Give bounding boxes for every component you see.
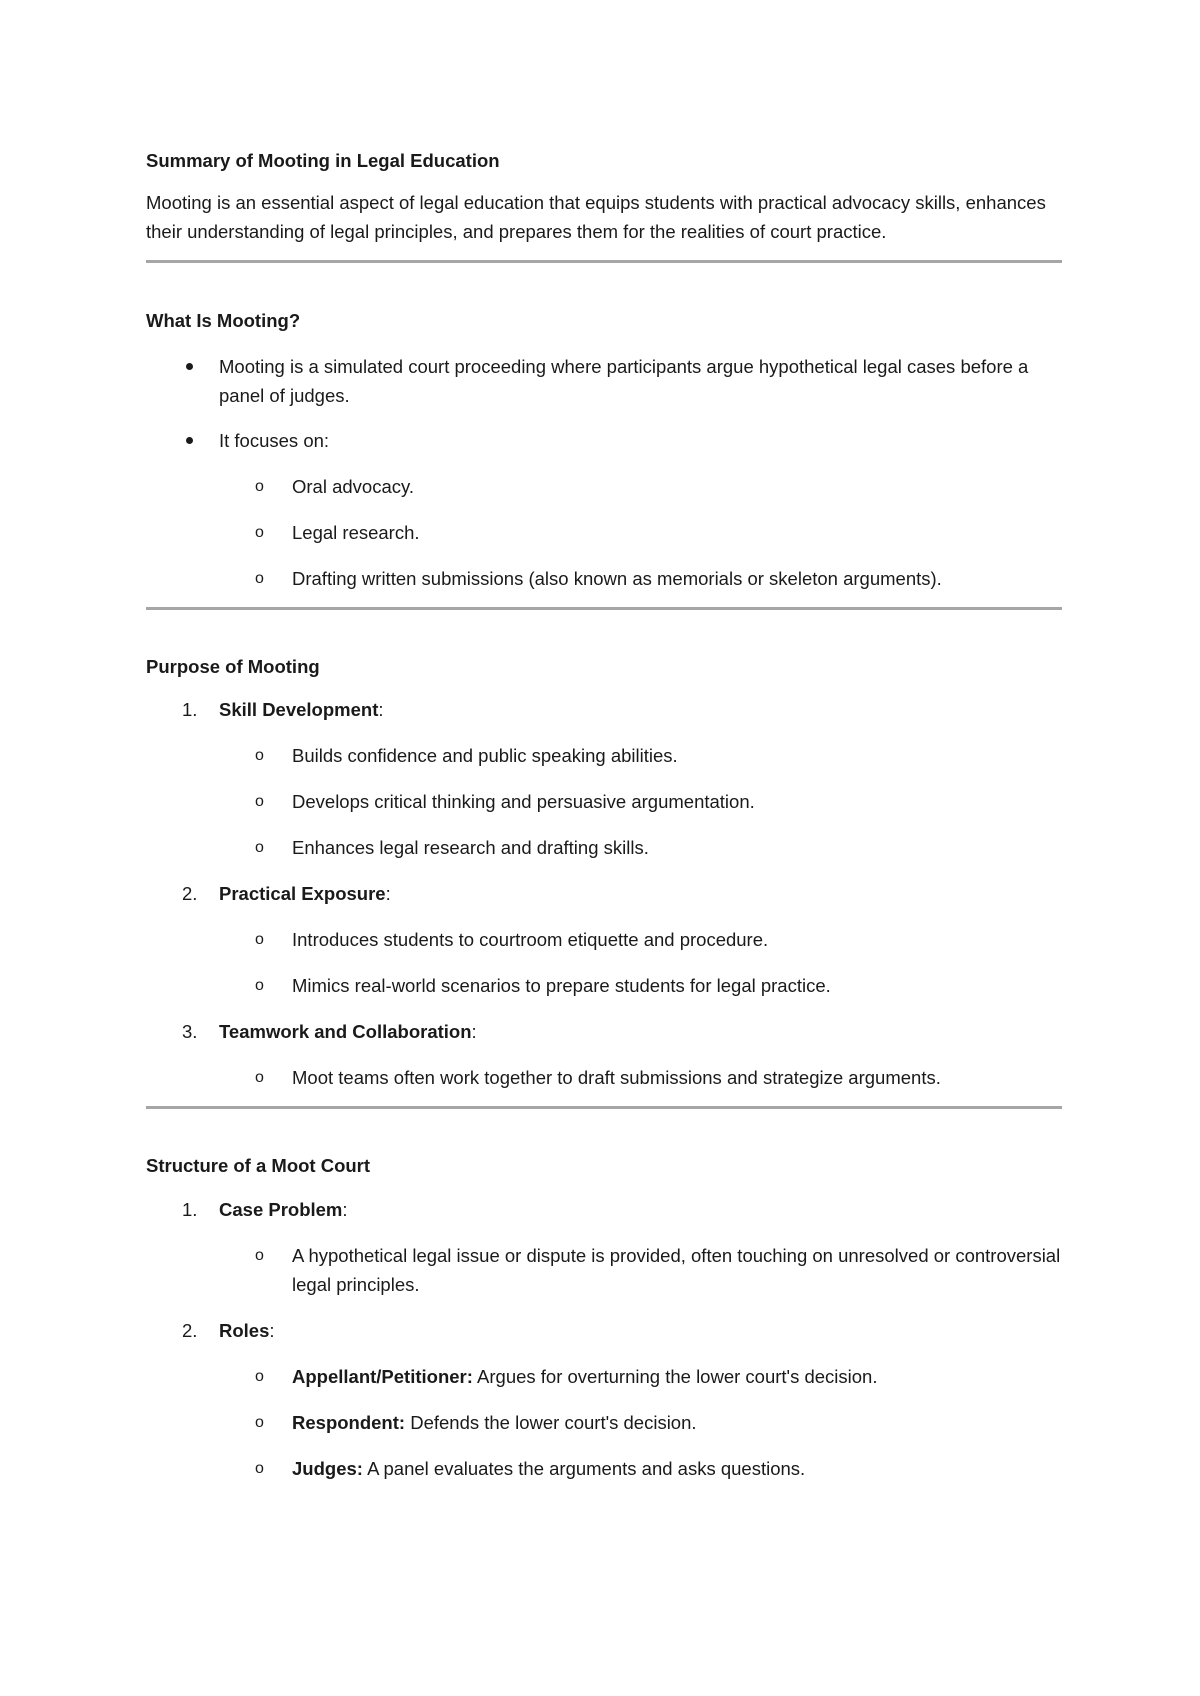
circle-bullet-icon: o bbox=[255, 793, 264, 810]
colon: : bbox=[378, 699, 384, 720]
sub-list-item bbox=[146, 472, 1062, 501]
numbered-item bbox=[146, 695, 1062, 724]
item-label: Teamwork and Collaboration bbox=[219, 1021, 472, 1042]
summary-intro: Mooting is an essential aspect of legal education that equips students with practical advocacy skills, enhances their understanding of legal principles, and prepares them for the realities of court practice. bbox=[146, 192, 1046, 242]
circle-bullet-icon: o bbox=[255, 747, 264, 764]
item-label: Case Problem bbox=[219, 1199, 343, 1220]
bullet-icon bbox=[186, 363, 193, 370]
sub-list-item-text: Develops critical thinking and persuasive argumentation. bbox=[292, 791, 755, 812]
sub-list-item bbox=[146, 971, 1062, 1000]
horizontal-rule bbox=[146, 1106, 1062, 1109]
what-is-mooting-heading: What Is Mooting? bbox=[146, 310, 301, 331]
list-item-text: Mooting is a simulated court proceeding where participants argue hypothetical legal cases before a panel of judges. bbox=[219, 356, 1029, 406]
sub-list-item bbox=[146, 1362, 1062, 1391]
colon: : bbox=[269, 1320, 275, 1341]
role-description: Argues for overturning the lower court's decision. bbox=[477, 1366, 878, 1387]
list-item-text: It focuses on: bbox=[219, 430, 330, 451]
circle-bullet-icon: o bbox=[255, 931, 264, 948]
item-number: 2. bbox=[182, 883, 198, 904]
role-term: Judges: bbox=[292, 1458, 363, 1479]
role-term: Respondent: bbox=[292, 1412, 406, 1433]
sub-list-item bbox=[146, 1408, 1062, 1437]
circle-bullet-icon: o bbox=[255, 1414, 264, 1431]
numbered-item bbox=[146, 879, 1062, 908]
sub-list-item bbox=[146, 925, 1062, 954]
item-number: 2. bbox=[182, 1320, 198, 1341]
sub-list-item bbox=[146, 833, 1062, 862]
sub-list-item bbox=[146, 787, 1062, 816]
item-number: 1. bbox=[182, 699, 198, 720]
structure-heading: Structure of a Moot Court bbox=[146, 1155, 371, 1176]
circle-bullet-icon: o bbox=[255, 977, 264, 994]
sub-list-item bbox=[146, 1063, 1062, 1092]
item-label: Roles bbox=[219, 1320, 270, 1341]
numbered-item bbox=[146, 1195, 1062, 1224]
summary-heading: Summary of Mooting in Legal Education bbox=[146, 150, 500, 171]
horizontal-rule bbox=[146, 260, 1062, 263]
numbered-item bbox=[146, 1017, 1062, 1046]
sub-list-item-text: A hypothetical legal issue or dispute is provided, often touching on unresolved or controversial legal principles. bbox=[292, 1245, 1061, 1295]
circle-bullet-icon: o bbox=[255, 1368, 264, 1385]
role-description: A panel evaluates the arguments and asks questions. bbox=[367, 1458, 806, 1479]
circle-bullet-icon: o bbox=[255, 478, 264, 495]
item-label: Skill Development bbox=[219, 699, 379, 720]
sub-list-item-text: Drafting written submissions (also known as memorials or skeleton arguments). bbox=[292, 568, 942, 589]
circle-bullet-icon: o bbox=[255, 570, 264, 587]
role-term: Appellant/Petitioner: bbox=[292, 1366, 473, 1387]
circle-bullet-icon: o bbox=[255, 1069, 264, 1086]
list-item bbox=[146, 426, 1062, 455]
sub-list-item-text: Legal research. bbox=[292, 522, 420, 543]
sub-list-item-text: Enhances legal research and drafting skills. bbox=[292, 837, 649, 858]
sub-list-item bbox=[146, 741, 1062, 770]
sub-list-item-text: Mimics real-world scenarios to prepare students for legal practice. bbox=[292, 975, 831, 996]
sub-list-item-text: Introduces students to courtroom etiquette and procedure. bbox=[292, 929, 769, 950]
circle-bullet-icon: o bbox=[255, 1247, 264, 1264]
sub-list-item-text: Moot teams often work together to draft submissions and strategize arguments. bbox=[292, 1067, 941, 1088]
item-label: Practical Exposure bbox=[219, 883, 386, 904]
list-item bbox=[146, 352, 1062, 410]
bullet-icon bbox=[186, 437, 193, 444]
colon: : bbox=[471, 1021, 477, 1042]
horizontal-rule bbox=[146, 607, 1062, 610]
circle-bullet-icon: o bbox=[255, 1460, 264, 1477]
sub-list-item-text: Builds confidence and public speaking abilities. bbox=[292, 745, 678, 766]
sub-list-item bbox=[146, 1241, 1062, 1299]
colon: : bbox=[342, 1199, 348, 1220]
sub-list-item-text: Oral advocacy. bbox=[292, 476, 415, 497]
sub-list-item bbox=[146, 1454, 1062, 1483]
item-number: 1. bbox=[182, 1199, 198, 1220]
document-page bbox=[146, 146, 1062, 1483]
sub-list-item bbox=[146, 518, 1062, 547]
purpose-heading: Purpose of Mooting bbox=[146, 656, 320, 677]
circle-bullet-icon: o bbox=[255, 839, 264, 856]
numbered-item bbox=[146, 1316, 1062, 1345]
circle-bullet-icon: o bbox=[255, 524, 264, 541]
role-description: Defends the lower court's decision. bbox=[410, 1412, 697, 1433]
colon: : bbox=[385, 883, 391, 904]
item-number: 3. bbox=[182, 1021, 198, 1042]
sub-list-item bbox=[146, 564, 1062, 593]
